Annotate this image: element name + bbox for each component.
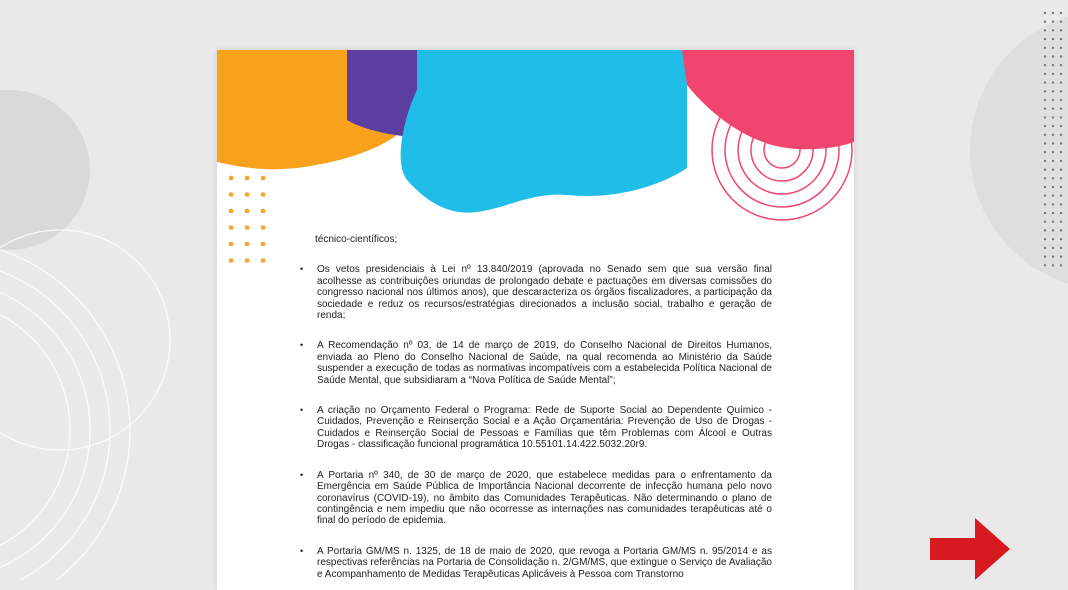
decor-dot xyxy=(1052,12,1054,14)
decor-dot xyxy=(1044,64,1046,66)
decor-dot xyxy=(1044,160,1046,162)
document-page xyxy=(217,50,854,590)
pink-wave xyxy=(682,50,854,149)
decor-dot xyxy=(1060,12,1062,14)
decor-dot xyxy=(1052,221,1054,223)
decor-dot xyxy=(1052,255,1054,257)
decor-dot xyxy=(261,176,266,181)
decor-dot xyxy=(1060,108,1062,110)
arrow-right-icon[interactable] xyxy=(930,518,1010,580)
left-gray-disc xyxy=(0,90,90,250)
bullet-item xyxy=(217,405,772,451)
decor-dot xyxy=(1052,168,1054,170)
decor-dot xyxy=(1044,125,1046,127)
decor-dot xyxy=(1052,81,1054,83)
bullet-symbol: • xyxy=(300,545,304,556)
decor-dot xyxy=(1044,21,1046,23)
decor-dot xyxy=(1052,134,1054,136)
decor-dot xyxy=(1060,29,1062,31)
decor-dot xyxy=(1044,116,1046,118)
decor-dot xyxy=(1060,221,1062,223)
decor-dot xyxy=(1052,55,1054,57)
bullet-text: A criação no Orçamento Federal o Programa: Rede de Suporte Social ao Dependente Químico - Cuidados, Prevenção e Reinserção Social e a Ação Orçamentária: Prevenção de Uso de Drogas - Cuidados e Reinserção Social de Pessoas e Famílias que têm Problemas com Álcool e Outras Drogas - classificação funcional programática 10.55101.14.422.5032.20r9. xyxy=(317,405,772,451)
decor-dot xyxy=(1052,264,1054,266)
decor-dot xyxy=(1044,212,1046,214)
bullet-symbol: • xyxy=(300,340,304,351)
decor-dot xyxy=(1060,168,1062,170)
decor-dot xyxy=(1060,73,1062,75)
decor-dot xyxy=(1052,238,1054,240)
decor-dot xyxy=(1060,142,1062,144)
dot-grid-right xyxy=(1042,10,1066,272)
decor-dot xyxy=(1052,99,1054,101)
decor-dot xyxy=(1044,195,1046,197)
decor-dot xyxy=(245,209,250,214)
decor-dot xyxy=(1052,90,1054,92)
bullet-item xyxy=(217,340,772,386)
decor-dot xyxy=(229,209,234,214)
decor-dot xyxy=(1052,142,1054,144)
decor-dot xyxy=(1052,247,1054,249)
bullet-item xyxy=(217,546,772,580)
decor-dot xyxy=(229,225,234,230)
decor-dot xyxy=(1052,47,1054,49)
decor-dot xyxy=(1044,12,1046,14)
decor-dot xyxy=(1060,90,1062,92)
decor-dot xyxy=(1044,81,1046,83)
decor-dot xyxy=(261,192,266,197)
decor-dot xyxy=(1052,125,1054,127)
decor-dot xyxy=(245,225,250,230)
decor-dot xyxy=(1060,177,1062,179)
decor-dot xyxy=(1060,47,1062,49)
decor-dot xyxy=(1044,29,1046,31)
decor-dot xyxy=(1060,151,1062,153)
decor-dot xyxy=(1052,116,1054,118)
decor-dot xyxy=(1052,177,1054,179)
left-arcs xyxy=(0,230,170,580)
bullet-text: A Portaria nº 340, de 30 de março de 2020, que estabelece medidas para o enfrentamento da Emergência em Saúde Pública de Importância Nacional decorrente de infecção humana pelo novo coronavírus (COVID-19), no âmbito das Comunidades Terapêuticas. Não determinando o plano de contingência e nem impediu que não ocorresse as internações nas comunidades terapêuticas até o final do período de epidemia. xyxy=(317,469,772,527)
decor-dot xyxy=(1052,186,1054,188)
decor-dot xyxy=(1044,55,1046,57)
decor-dot xyxy=(1060,116,1062,118)
bullet-symbol: • xyxy=(300,405,304,416)
bullet-item xyxy=(217,264,772,321)
decor-dot xyxy=(1060,229,1062,231)
decor-dot xyxy=(1052,160,1054,162)
bullet-list xyxy=(217,264,854,580)
decor-dot xyxy=(261,225,266,230)
decor-dot xyxy=(261,209,266,214)
decor-dot xyxy=(1060,212,1062,214)
decor-dot xyxy=(1044,168,1046,170)
decor-dot xyxy=(1044,90,1046,92)
decor-dot xyxy=(1044,203,1046,205)
decor-dot xyxy=(1052,108,1054,110)
bullet-text: A Recomendação nº 03, de 14 de março de 2019, do Conselho Nacional de Direitos Humanos, enviada ao Pleno do Conselho Nacional de Saúde, na qual recomenda ao Ministério da Saúde suspender a execução de todas as normativas incompatíveis com a estabelecida Política Nacional de Saúde Mental, que subsidiaram a “Nova Política de Saúde Mental”; xyxy=(317,340,772,386)
decor-dot xyxy=(1044,186,1046,188)
decor-dot xyxy=(1044,142,1046,144)
decor-dot xyxy=(1044,247,1046,249)
decor-dot xyxy=(1044,264,1046,266)
bullet-symbol: • xyxy=(300,264,304,275)
decor-dot xyxy=(1060,264,1062,266)
decor-dot xyxy=(1052,229,1054,231)
decor-dot xyxy=(1044,108,1046,110)
decor-dot xyxy=(1044,221,1046,223)
decor-dot xyxy=(1060,186,1062,188)
decor-dot xyxy=(1060,38,1062,40)
decor-dot xyxy=(1060,238,1062,240)
decor-dot xyxy=(1044,47,1046,49)
decor-dot xyxy=(1044,73,1046,75)
bullet-text: A Portaria GM/MS n. 1325, de 18 de maio de 2020, que revoga a Portaria GM/MS n. 95/2014 e as respectivas referências na Portaria de Consolidação n. 2/GM/MS, que extingue o Serviço de Avaliação e Acompanhamento de Medidas Terapêuticas Aplicáveis à Pessoa com Transtorno xyxy=(317,545,772,580)
lead-line: técnico-científicos; xyxy=(315,234,398,245)
decor-dot xyxy=(1052,212,1054,214)
cyan-wave xyxy=(401,50,687,213)
decor-dot xyxy=(1052,21,1054,23)
decor-dot xyxy=(1052,151,1054,153)
decor-dot xyxy=(1044,255,1046,257)
document-body xyxy=(217,234,854,590)
decor-dot xyxy=(1044,134,1046,136)
decor-dot xyxy=(1044,238,1046,240)
decor-dot xyxy=(245,192,250,197)
decor-dot xyxy=(1044,99,1046,101)
decor-dot xyxy=(1060,21,1062,23)
decor-dot xyxy=(229,192,234,197)
decor-dot xyxy=(1052,29,1054,31)
decor-dot xyxy=(1060,55,1062,57)
decor-dot xyxy=(1060,64,1062,66)
bullet-text: Os vetos presidenciais à Lei nº 13.840/2019 (aprovada no Senado sem que sua versão final acolhesse as contribuições oriundas de prolongado debate e pactuações em diversas comissões do congresso nacional nos últimos anos), que descaracteriza os órgãos fiscalizadores, a participação da sociedade e reduz os recursos/estratégias direcionados a inclusão social, trabalho e geração de renda; xyxy=(317,264,772,322)
decor-dot xyxy=(1052,38,1054,40)
decor-dot xyxy=(229,176,234,181)
decor-dot xyxy=(1060,247,1062,249)
bullet-item xyxy=(217,470,772,527)
decor-dot xyxy=(1044,177,1046,179)
decor-dot xyxy=(1060,160,1062,162)
decor-dot xyxy=(1060,255,1062,257)
decor-dot xyxy=(1052,203,1054,205)
decor-dot xyxy=(1060,195,1062,197)
decor-dot xyxy=(1060,81,1062,83)
decor-dot xyxy=(1060,203,1062,205)
decor-dot xyxy=(1044,151,1046,153)
bullet-symbol: • xyxy=(300,469,304,480)
decor-dot xyxy=(1044,38,1046,40)
decor-dot xyxy=(1052,73,1054,75)
decor-dot xyxy=(1060,99,1062,101)
decor-dot xyxy=(245,176,250,181)
decor-dot xyxy=(1060,125,1062,127)
decor-dot xyxy=(1052,195,1054,197)
decor-dot xyxy=(1044,229,1046,231)
decor-dot xyxy=(1052,64,1054,66)
decor-dot xyxy=(1060,134,1062,136)
